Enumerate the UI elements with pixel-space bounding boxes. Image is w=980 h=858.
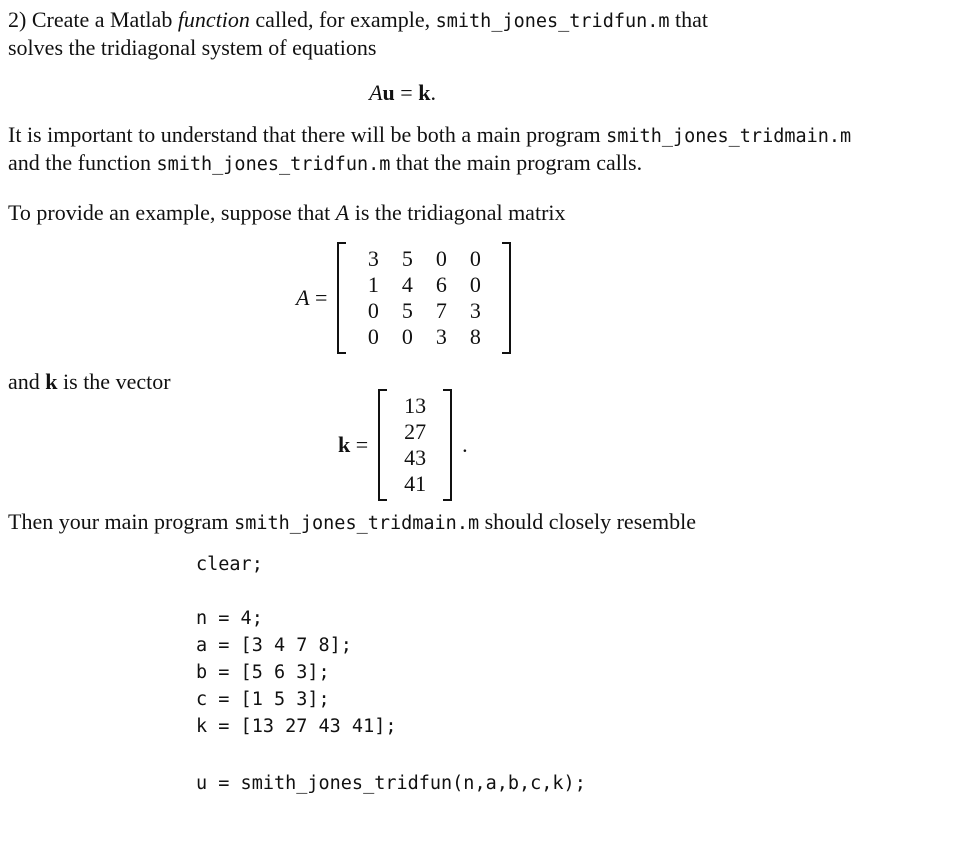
paragraph2-text: It is important to understand that there will be both a main program [8, 122, 607, 147]
matrix-a-right-bracket [502, 242, 511, 354]
matrix-a-grid [346, 246, 502, 350]
display-equation [0, 78, 805, 108]
matrix-a-left-bracket [337, 242, 346, 354]
vector-k-cell: 41 [404, 471, 427, 496]
code-line-clear: clear; [196, 554, 263, 575]
vector-k-display [338, 389, 468, 501]
main-filename-2: smith_jones_tridmain.m [234, 513, 480, 534]
vector-k-grid [387, 393, 443, 497]
matrix-a-label-eq: = [309, 285, 328, 310]
paragraph2-line-2 [8, 149, 642, 179]
matrix-a-cell: 3 [435, 324, 447, 349]
equation-period: . [430, 80, 436, 105]
code-line-a: a = [3 4 7 8]; [196, 635, 352, 656]
vector-k-label-var: k [338, 432, 351, 457]
code-line-n: n = 4; [196, 608, 263, 629]
code-line-u: u = smith_jones_tridfun(n,a,b,c,k); [196, 773, 586, 794]
paragraph3-line [8, 199, 566, 227]
paragraph3-var-a: A [335, 200, 350, 225]
paragraph3-text: To provide an example, suppose that [8, 200, 336, 225]
intro-text: 2) Create a Matlab [8, 7, 178, 32]
code-line-k: k = [13 27 43 41]; [196, 716, 397, 737]
paragraph5-text-suffix: should closely resemble [479, 509, 697, 534]
matrix-a-cell: 0 [435, 246, 447, 271]
paragraph4-var-k: k [45, 369, 58, 394]
vector-k-period: . [462, 432, 468, 457]
intro-line-1 [8, 6, 708, 36]
paragraph2-text-suffix: that the main program calls. [390, 150, 643, 175]
vector-k-label [338, 432, 368, 458]
intro-line-2: solves the tridiagonal system of equations [8, 35, 377, 60]
paragraph4-text-suffix: is the vector [57, 369, 171, 394]
equation-equals: = [394, 80, 419, 105]
function-filename: smith_jones_tridfun.m [435, 11, 670, 32]
vector-k-cell: 27 [404, 419, 427, 444]
main-filename: smith_jones_tridmain.m [606, 126, 852, 147]
paragraph5-text: Then your main program [8, 509, 235, 534]
matrix-a-cell: 0 [469, 272, 481, 297]
matrix-a-label [296, 285, 327, 311]
matrix-a-cell: 1 [367, 272, 379, 297]
paragraph4-text: and [8, 369, 46, 394]
code-line-c: c = [1 5 3]; [196, 689, 330, 710]
vector-k-cell: 13 [404, 393, 427, 418]
matrix-a-cell: 6 [435, 272, 447, 297]
paragraph2-line-1 [8, 121, 851, 151]
matrix-a-cell: 5 [401, 246, 413, 271]
matrix-a-cell: 0 [401, 324, 413, 349]
matrix-a-cell: 3 [469, 298, 481, 323]
matrix-a-cell: 7 [435, 298, 447, 323]
intro-text-suffix: that [669, 7, 709, 32]
equation-var-u: u [382, 80, 395, 105]
intro-italic-word: function [177, 7, 250, 32]
equation-var-k: k [418, 80, 431, 105]
vector-k-cell: 43 [404, 445, 427, 470]
paragraph4-line [8, 368, 171, 396]
vector-k-left-bracket [378, 389, 387, 501]
matrix-a-cell: 3 [367, 246, 379, 271]
equation-var-a: A [369, 80, 383, 105]
matrix-a-cell: 4 [401, 272, 413, 297]
matrix-a-display [296, 242, 511, 354]
paragraph2-text-2: and the function [8, 150, 157, 175]
function-filename-2: smith_jones_tridfun.m [156, 154, 391, 175]
paragraph3-text-suffix: is the tridiagonal matrix [349, 200, 566, 225]
vector-k-label-eq: = [350, 432, 369, 457]
intro-text-mid: called, for example, [249, 7, 436, 32]
paragraph5-line [8, 508, 696, 538]
vector-k-right-bracket [443, 389, 452, 501]
matrix-a-cell: 0 [367, 324, 379, 349]
matrix-a-label-var: A [296, 285, 310, 310]
matrix-a-cell: 0 [469, 246, 481, 271]
code-line-b: b = [5 6 3]; [196, 662, 330, 683]
matrix-a-cell: 5 [401, 298, 413, 323]
matrix-a-cell: 8 [469, 324, 481, 349]
matrix-a-cell: 0 [367, 298, 379, 323]
